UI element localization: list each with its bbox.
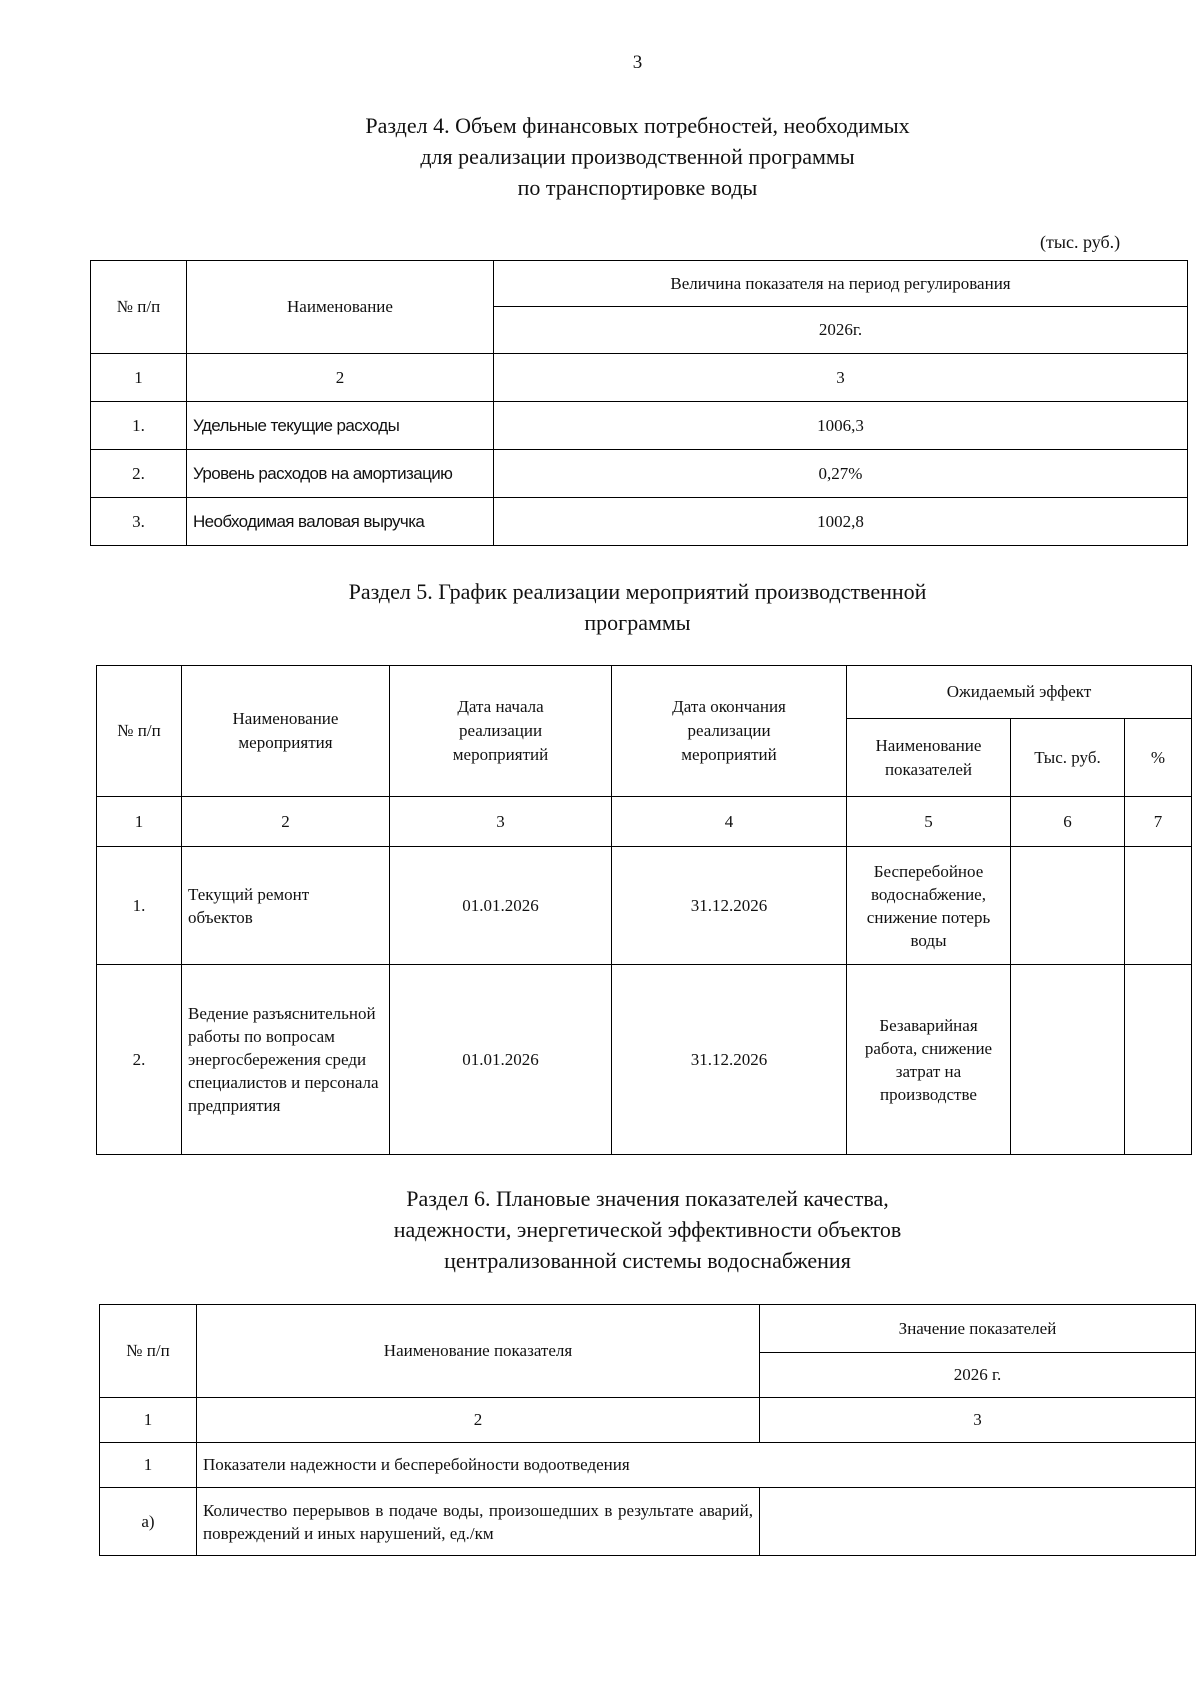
heading-line: по транспортировке воды <box>517 175 758 200</box>
schedule-table <box>96 665 1192 1155</box>
quality-indicators-table <box>99 1304 1196 1556</box>
row-name: Количество перерывов в подаче воды, произошедших в результате аварий, повреждений и иных нарушений, ед./км <box>197 1488 760 1556</box>
row-percent <box>1125 847 1192 965</box>
col-number: 4 <box>612 797 847 847</box>
header-name: Наименование показателя <box>197 1305 760 1398</box>
row-indicator: Безаварийная работа, снижение затрат на производстве <box>847 965 1011 1155</box>
header-num: № п/п <box>97 666 182 797</box>
col-number: 3 <box>494 354 1188 402</box>
header-num: № п/п <box>100 1305 197 1398</box>
table-row <box>97 847 1192 965</box>
header-effect: Ожидаемый эффект <box>847 666 1192 719</box>
header-num: № п/п <box>91 261 187 354</box>
heading-line: Раздел 5. График реализации мероприятий производственной <box>348 579 927 604</box>
col-number: 5 <box>847 797 1011 847</box>
header-name: Наименование <box>187 261 494 354</box>
row-value: 1006,3 <box>494 402 1188 450</box>
page-number: 3 <box>632 52 643 73</box>
section6-heading <box>0 1183 1200 1276</box>
table-row <box>91 402 1188 450</box>
row-end-date: 31.12.2026 <box>612 847 847 965</box>
row-name: Уровень расходов на амортизацию <box>187 450 494 498</box>
row-end-date: 31.12.2026 <box>612 965 847 1155</box>
row-num: 2. <box>91 450 187 498</box>
header-indicator: Наименование показателей <box>847 719 1011 797</box>
row-thousand-rub <box>1011 965 1125 1155</box>
row-value <box>760 1488 1196 1556</box>
row-name: Текущий ремонт объектов <box>182 847 390 965</box>
group-name: Показатели надежности и бесперебойности водоотведения <box>197 1443 1196 1488</box>
row-start-date: 01.01.2026 <box>390 965 612 1155</box>
financial-needs-table <box>90 260 1188 546</box>
heading-line: централизованной системы водоснабжения <box>444 1248 851 1273</box>
row-name: Необходимая валовая выручка <box>187 498 494 546</box>
row-num: 3. <box>91 498 187 546</box>
col-number: 2 <box>197 1398 760 1443</box>
section4-heading <box>0 110 1200 203</box>
header-end-date: Дата окончания реализации мероприятий <box>612 666 847 797</box>
row-name: Ведение разъяснительной работы по вопросам энергосбережения среди специалистов и персонала предприятия <box>182 965 390 1155</box>
table-row <box>97 965 1192 1155</box>
col-number: 2 <box>187 354 494 402</box>
col-number: 3 <box>760 1398 1196 1443</box>
row-num: 1. <box>97 847 182 965</box>
row-indicator: Бесперебойное водоснабжение, снижение потерь воды <box>847 847 1011 965</box>
row-value: 1002,8 <box>494 498 1188 546</box>
table-row <box>91 498 1188 546</box>
header-start-date: Дата начала реализации мероприятий <box>390 666 612 797</box>
header-year: 2026г. <box>494 307 1188 354</box>
row-value: 0,27% <box>494 450 1188 498</box>
col-number: 1 <box>97 797 182 847</box>
heading-line: для реализации производственной программы <box>420 144 855 169</box>
row-name: Удельные текущие расходы <box>187 402 494 450</box>
row-num: 2. <box>97 965 182 1155</box>
col-number: 2 <box>182 797 390 847</box>
col-number: 7 <box>1125 797 1192 847</box>
heading-line: программы <box>584 610 691 635</box>
row-num: 1. <box>91 402 187 450</box>
row-percent <box>1125 965 1192 1155</box>
header-name: Наименование мероприятия <box>182 666 390 797</box>
heading-line: Раздел 4. Объем финансовых потребностей, необходимых <box>365 113 910 138</box>
col-number: 1 <box>100 1398 197 1443</box>
col-number: 3 <box>390 797 612 847</box>
group-num: 1 <box>100 1443 197 1488</box>
heading-line: Раздел 6. Плановые значения показателей качества, <box>406 1186 889 1211</box>
group-row <box>100 1443 1196 1488</box>
row-thousand-rub <box>1011 847 1125 965</box>
header-value-group: Величина показателя на период регулирования <box>494 261 1188 307</box>
header-year: 2026 г. <box>760 1353 1196 1398</box>
table-row <box>100 1488 1196 1556</box>
header-value-group: Значение показателей <box>760 1305 1196 1353</box>
header-percent: % <box>1125 719 1192 797</box>
col-number: 1 <box>91 354 187 402</box>
unit-note: (тыс. руб.) <box>1040 232 1121 252</box>
row-start-date: 01.01.2026 <box>390 847 612 965</box>
header-thousand-rub: Тыс. руб. <box>1011 719 1125 797</box>
col-number: 6 <box>1011 797 1125 847</box>
row-num: а) <box>100 1488 197 1556</box>
table-row <box>91 450 1188 498</box>
section5-heading <box>0 576 1200 638</box>
heading-line: надежности, энергетической эффективности объектов <box>393 1217 902 1242</box>
